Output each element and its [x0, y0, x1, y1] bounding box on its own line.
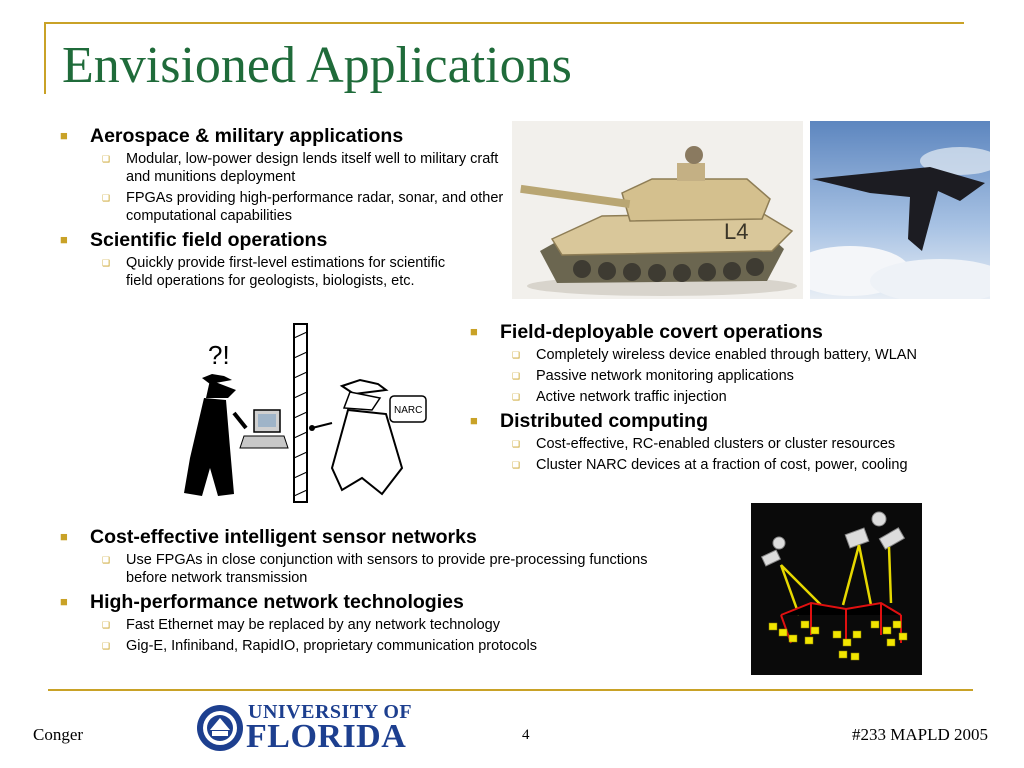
- sub-bullet: ❑ Cluster NARC devices at a fraction of cost, power, cooling: [512, 457, 908, 473]
- bullets-top-left: [52, 124, 507, 293]
- tank-photo: [512, 121, 803, 299]
- uf-seal-icon: [196, 700, 244, 756]
- sub-bullet: ❑ Modular, low-power design lends itself well to military craft and munitions deployment: [102, 151, 499, 185]
- hollow-square-bullet-icon: ❑: [102, 641, 111, 651]
- footer-event: #233 MAPLD 2005: [851, 725, 988, 744]
- hollow-square-bullet-icon: ❑: [512, 350, 521, 360]
- hollow-square-bullet-icon: ❑: [512, 392, 521, 402]
- square-bullet-icon: ■: [60, 529, 68, 544]
- hollow-square-bullet-icon: ❑: [102, 555, 111, 565]
- square-bullet-icon: ■: [60, 594, 68, 609]
- page-number: 4: [522, 727, 530, 743]
- satellite-network-diagram: [751, 503, 922, 675]
- sub-bullet: ❑ Completely wireless device enabled through battery, WLAN: [512, 347, 917, 363]
- footer-divider: [48, 689, 973, 691]
- sub-bullet: ❑ Passive network monitoring applications: [512, 368, 794, 384]
- footer-author: Conger: [33, 725, 84, 744]
- uf-logo-line1: UNIVERSITY OF: [248, 701, 413, 723]
- sub-bullet: ❑ Use FPGAs in close conjunction with sensors to provide pre-processing functions before network transmission: [102, 552, 648, 586]
- hollow-square-bullet-icon: ❑: [512, 460, 521, 470]
- hollow-square-bullet-icon: ❑: [102, 154, 111, 164]
- bullets-bottom-left: [52, 525, 692, 658]
- frame-left-line: [44, 22, 46, 94]
- svg-text:L4: L4: [724, 219, 749, 244]
- hollow-square-bullet-icon: ❑: [102, 193, 111, 203]
- bullet-heading: ■ Cost-effective intelligent sensor networks: [60, 526, 477, 548]
- bullet-heading: ■ Scientific field operations: [60, 229, 328, 251]
- sub-bullet: ❑ Fast Ethernet may be replaced by any network technology: [102, 617, 500, 633]
- hollow-square-bullet-icon: ❑: [102, 620, 111, 630]
- sub-bullet: ❑ FPGAs providing high-performance radar, sonar, and other computational capabilities: [102, 190, 504, 224]
- bullets-middle-right: [466, 320, 1011, 477]
- hollow-square-bullet-icon: ❑: [512, 439, 521, 449]
- spy-exclaim-label: ?!: [208, 340, 230, 370]
- sub-bullet: ❑ Cost-effective, RC-enabled clusters or cluster resources: [512, 436, 896, 452]
- bullet-heading: ■ Distributed computing: [470, 410, 708, 432]
- square-bullet-icon: ■: [470, 324, 478, 339]
- slide-title: Envisioned Applications: [62, 37, 572, 94]
- square-bullet-icon: ■: [470, 413, 478, 428]
- bullet-heading: ■ Field-deployable covert operations: [470, 321, 823, 343]
- sub-bullet: ❑ Active network traffic injection: [512, 389, 727, 405]
- bullet-heading: ■ Aerospace & military applications: [60, 125, 404, 147]
- hollow-square-bullet-icon: ❑: [102, 258, 111, 268]
- sub-bullet: ❑ Quickly provide first-level estimations for scientific field operations for geologists, biologists, etc.: [102, 255, 446, 289]
- spy-cartoon-illustration: [172, 318, 442, 506]
- square-bullet-icon: ■: [60, 232, 68, 247]
- hollow-square-bullet-icon: ❑: [512, 371, 521, 381]
- narc-label: NARC: [394, 405, 423, 416]
- sub-bullet: ❑ Gig-E, Infiniband, RapidIO, proprietary communication protocols: [102, 638, 538, 654]
- university-of-florida-logo: [196, 700, 416, 758]
- bullet-heading: ■ High-performance network technologies: [60, 591, 464, 613]
- uf-logo-line2: FLORIDA: [246, 718, 407, 755]
- square-bullet-icon: ■: [60, 128, 68, 143]
- stealth-bomber-photo: [810, 121, 990, 299]
- frame-top-line: [44, 22, 964, 24]
